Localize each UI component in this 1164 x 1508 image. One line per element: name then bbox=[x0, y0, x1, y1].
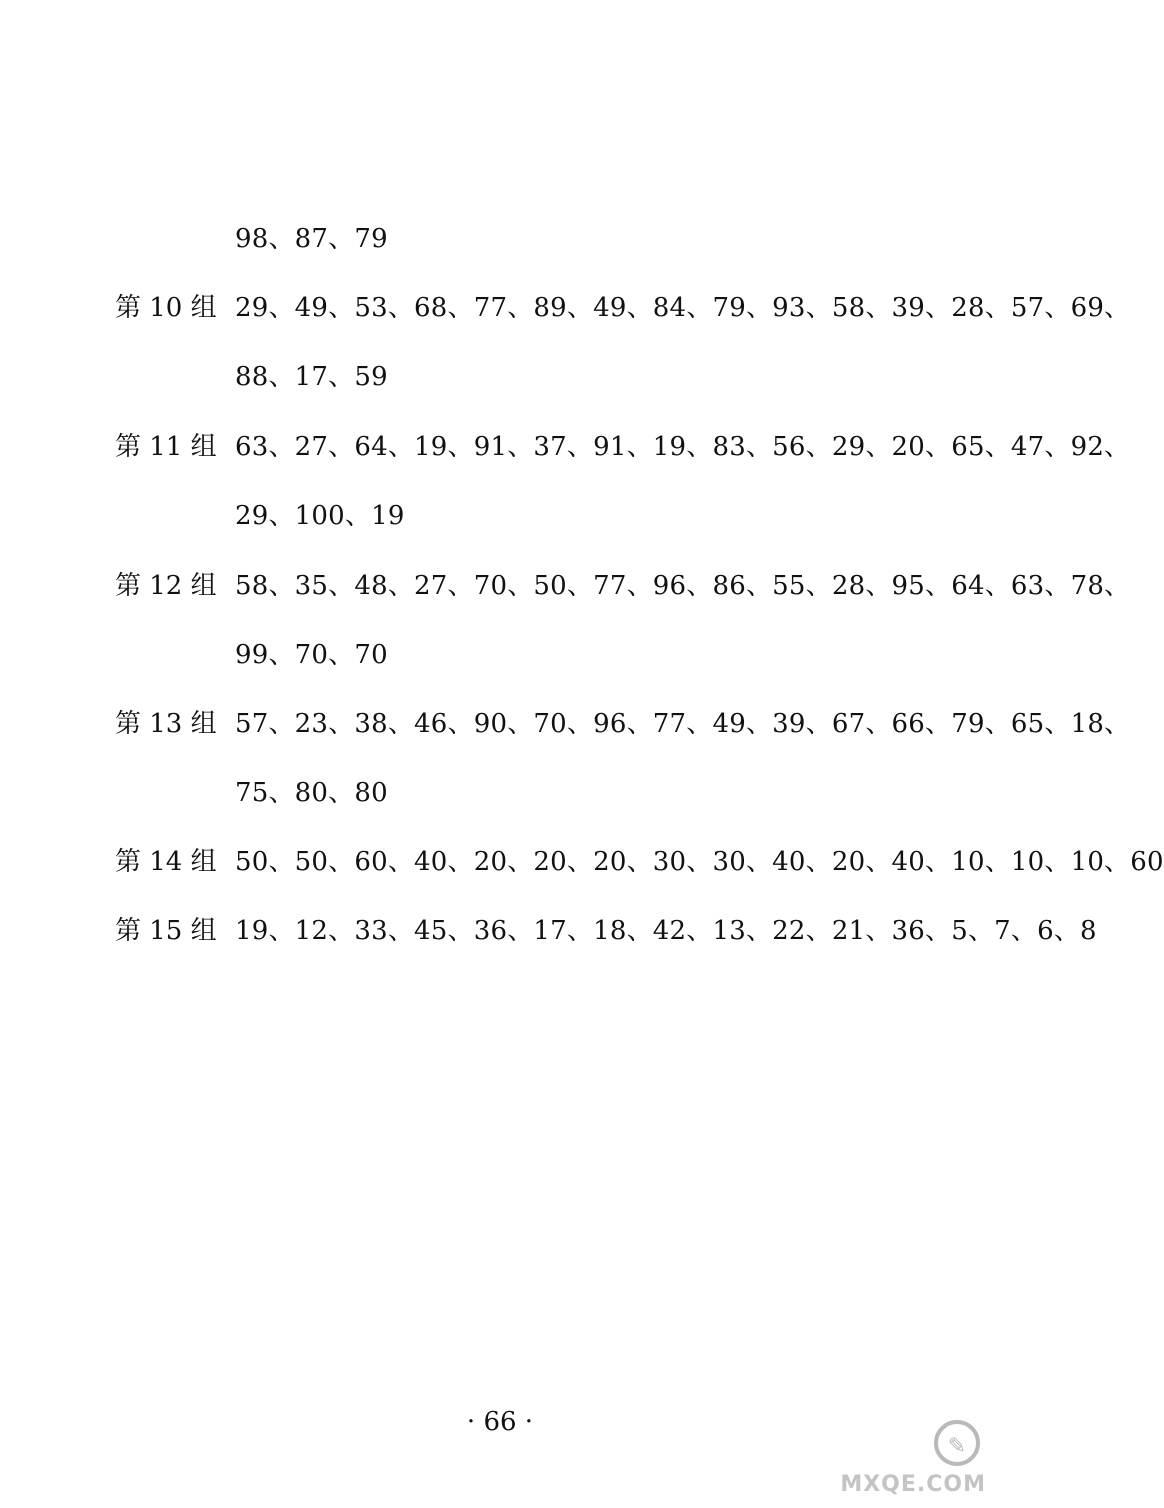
group-values: 63、27、64、19、91、37、91、19、83、56、29、20、65、47、92、 bbox=[235, 432, 1131, 462]
group-label: 第 11 组 bbox=[115, 432, 217, 462]
group-values: 58、35、48、27、70、50、77、96、86、55、28、95、64、63、78、 bbox=[235, 571, 1131, 601]
group-values: 75、80、80 bbox=[235, 778, 388, 808]
page-number: · 66 · bbox=[466, 1407, 534, 1437]
group-label: 第 15 组 bbox=[115, 916, 217, 946]
answer-seal-icon: ✎ bbox=[934, 1420, 980, 1466]
group-values: 29、49、53、68、77、89、49、84、79、93、58、39、28、57、69、 bbox=[235, 293, 1131, 323]
data-line bbox=[0, 773, 1000, 813]
group-label: 第 12 组 bbox=[115, 571, 217, 601]
watermark-text: MXQE.COM bbox=[840, 1472, 986, 1497]
group-values: 19、12、33、45、36、17、18、42、13、22、21、36、5、7、6、8 bbox=[235, 916, 1097, 946]
group-values: 88、17、59 bbox=[235, 362, 388, 392]
watermark bbox=[756, 1418, 986, 1502]
data-line bbox=[0, 566, 1131, 606]
group-values: 98、87、79 bbox=[235, 224, 388, 254]
data-line bbox=[0, 219, 1000, 259]
group-values: 29、100、19 bbox=[235, 501, 405, 531]
group-label: 第 10 组 bbox=[115, 293, 217, 323]
data-line bbox=[0, 911, 1097, 951]
data-line bbox=[0, 427, 1131, 467]
group-values: 99、70、70 bbox=[235, 640, 388, 670]
data-line bbox=[0, 357, 1000, 397]
data-line bbox=[0, 704, 1131, 744]
data-line bbox=[0, 635, 1000, 675]
group-label: 第 14 组 bbox=[115, 847, 217, 877]
group-values: 57、23、38、46、90、70、96、77、49、39、67、66、79、65、18、 bbox=[235, 709, 1131, 739]
group-label: 第 13 组 bbox=[115, 709, 217, 739]
data-line bbox=[0, 842, 1164, 882]
data-line bbox=[0, 496, 1000, 536]
group-values: 50、50、60、40、20、20、20、30、30、40、20、40、10、10、10、60 bbox=[235, 847, 1164, 877]
data-line bbox=[0, 288, 1131, 328]
